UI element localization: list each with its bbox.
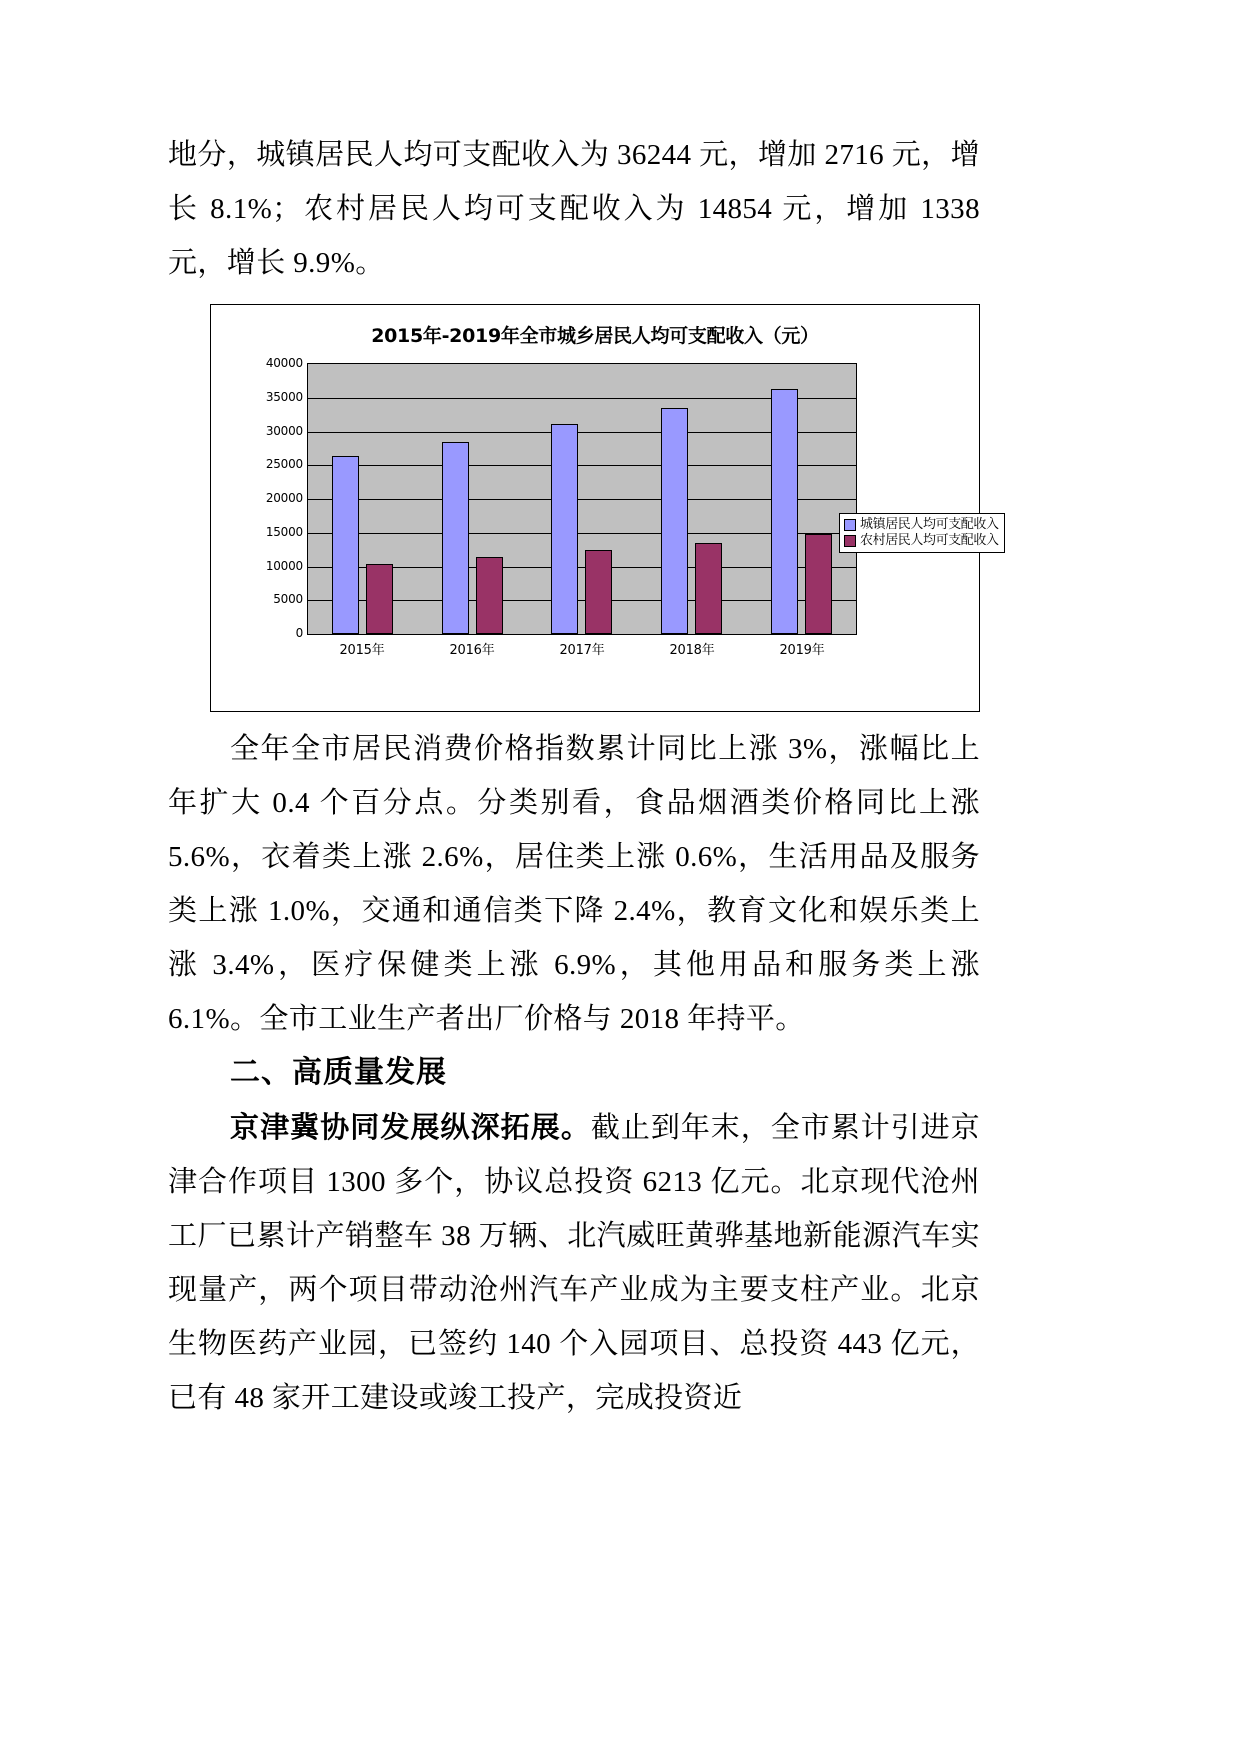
x-tick-label: 2016年 xyxy=(449,643,495,658)
bar-group xyxy=(527,364,637,634)
x-axis-labels xyxy=(307,639,857,658)
paragraph-body-text: 截止到年末，全市累计引进京津合作项目 1300 多个，协议总投资 6213 亿元。北京现代沧州工厂已累计产销整车 38 万辆、北汽威旺黄骅基地新能源汽车实现量产，两个项目带动沧州汽车产业成为主要支柱产业。北京生物医药产业园，已签约 140 个入园项目、总投资 443 亿元，已有 48 家开工建设或竣工投产，完成投资近 xyxy=(168,1112,980,1414)
legend-swatch-rural-icon xyxy=(844,535,856,547)
chart-plot-area xyxy=(307,363,857,635)
x-tick-label: 2017年 xyxy=(559,643,605,658)
bar-urban xyxy=(661,408,688,634)
bar-rural xyxy=(366,564,393,634)
y-tick-label: 35000 xyxy=(265,389,303,404)
y-tick-label: 15000 xyxy=(265,524,303,539)
bar-urban xyxy=(551,424,578,634)
y-tick-label: 5000 xyxy=(273,592,303,607)
chart-bars xyxy=(308,364,856,634)
chart-container xyxy=(210,304,999,712)
y-tick-label: 30000 xyxy=(265,423,303,438)
bar-rural xyxy=(476,557,503,634)
paragraph-bold-lead: 京津冀协同发展纵深拓展。 xyxy=(230,1110,591,1144)
x-tick-label: 2015年 xyxy=(339,643,385,658)
legend-label-urban: 城镇居民人均可支配收入 xyxy=(860,517,999,532)
y-axis-labels xyxy=(229,356,303,640)
paragraph-income: 地分，城镇居民人均可支配收入为 36244 元，增加 2716 元，增长 8.1%；农村居民人均可支配收入为 14854 元，增加 1338 元，增长 9.9%。 xyxy=(168,139,980,279)
y-tick-label: 0 xyxy=(295,626,303,640)
page-content xyxy=(168,128,999,1425)
bar-urban xyxy=(332,456,359,634)
x-tick-label: 2019年 xyxy=(779,643,825,658)
section-heading: 二、高质量发展 xyxy=(230,1055,447,1090)
x-tick-label: 2018年 xyxy=(669,643,715,658)
legend-item-urban xyxy=(844,517,999,532)
legend-label-rural: 农村居民人均可支配收入 xyxy=(860,533,999,548)
y-tick-label: 10000 xyxy=(265,558,303,573)
legend-swatch-urban-icon xyxy=(844,519,856,531)
bar-urban xyxy=(771,389,798,634)
bar-rural xyxy=(805,534,832,634)
paragraph-jingjinji xyxy=(168,1100,980,1425)
bar-urban xyxy=(442,442,469,634)
bar-rural xyxy=(695,543,722,634)
bar-rural xyxy=(585,550,612,634)
legend-item-rural xyxy=(844,533,999,548)
bar-group xyxy=(418,364,528,634)
y-tick-label: 40000 xyxy=(265,356,303,370)
bar-group xyxy=(637,364,747,634)
paragraph-cpi: 全年全市居民消费价格指数累计同比上涨 3%，涨幅比上年扩大 0.4 个百分点。分类别看，食品烟酒类价格同比上涨 5.6%，衣着类上涨 2.6%，居住类上涨 0.6%，生活用品及服务类上涨 1.0%，交通和通信类下降 2.4%，教育文化和娱乐类上涨 3.4%，医疗保健类上涨 6.9%，其他用品和服务类上涨 6.1%。全市工业生产者出厂价格与 2018 年持平。 xyxy=(168,733,980,1035)
y-tick-label: 20000 xyxy=(265,491,303,505)
bar-group xyxy=(746,364,856,634)
y-tick-label: 25000 xyxy=(265,457,303,472)
chart-legend xyxy=(839,513,1005,553)
chart-title: 2015年-2019年全市城乡居民人均可支配收入（元） xyxy=(371,325,819,347)
bar-group xyxy=(308,364,418,634)
